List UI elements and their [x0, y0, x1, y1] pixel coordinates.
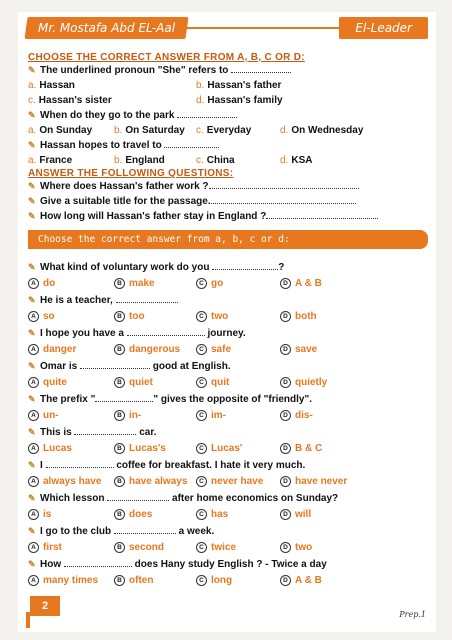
mcq-option: D save	[280, 342, 317, 359]
mcq-option: C go	[196, 276, 223, 293]
option-letter-circle: D	[280, 575, 291, 586]
pencil-icon: ✎	[28, 196, 36, 206]
mcq-option: B often	[114, 573, 153, 590]
question-3: ✎ Hassan hopes to travel to	[28, 138, 428, 153]
option-letter-circle: C	[196, 443, 207, 454]
mcq-option: A first	[28, 540, 62, 557]
options-row: a. Hassan b. Hassan's father	[28, 80, 282, 91]
mcq-option: D A & B	[280, 573, 322, 590]
option-letter-circle: C	[196, 476, 207, 487]
mcq-options	[28, 474, 428, 491]
mcq-option: B quiet	[114, 375, 153, 392]
option-letter-circle: A	[28, 311, 39, 322]
option-letter-circle: B	[114, 443, 125, 454]
mcq-options	[28, 540, 428, 557]
options-row: a. France b. England c. China d. KSA	[28, 155, 313, 166]
footer-rule	[26, 612, 30, 628]
pencil-icon: ✎	[28, 559, 36, 569]
mcq-options	[28, 342, 428, 359]
option-letter-circle: D	[280, 443, 291, 454]
mcq-options	[28, 507, 428, 524]
pencil-icon: ✎	[28, 328, 36, 338]
mcq-option: A Lucas	[28, 441, 72, 458]
pencil-icon: ✎	[28, 295, 36, 305]
option-letter-circle: A	[28, 278, 39, 289]
open-question: ✎ Give a suitable title for the passage.	[28, 194, 428, 209]
mcq-question: ✎ I hope you have a journey.	[28, 325, 428, 342]
pencil-icon: ✎	[28, 427, 36, 437]
mcq-options	[28, 573, 428, 590]
options-row: a. On Sunday b. On Saturday c. Everyday d. On Wednesday	[28, 125, 364, 136]
mcq-option: D will	[280, 507, 311, 524]
pencil-icon: ✎	[28, 394, 36, 404]
mcq-question: ✎ How does Hany study English ? - Twice a day	[28, 556, 428, 573]
mcq-question: ✎ He is a teacher,	[28, 292, 428, 309]
mcq-question: ✎ This is car.	[28, 424, 428, 441]
mcq-options	[28, 309, 428, 326]
mcq-option: C never have	[196, 474, 263, 491]
answer-blank	[64, 557, 132, 567]
option-letter-circle: D	[280, 278, 291, 289]
mcq-option: D B & C	[280, 441, 322, 458]
answer-blank	[116, 293, 178, 303]
option-letter-circle: B	[114, 476, 125, 487]
option-letter-circle: C	[196, 278, 207, 289]
page-number: 2	[30, 596, 60, 616]
mcq-option: C im-	[196, 408, 226, 425]
option-letter-circle: A	[28, 575, 39, 586]
open-question: ✎ Where does Hassan's father work ?	[28, 179, 428, 194]
option-letter-circle: C	[196, 575, 207, 586]
mcq-option: D dis-	[280, 408, 313, 425]
mcq-options	[28, 441, 428, 458]
question-2: ✎ When do they go to the park	[28, 108, 428, 123]
mcq-option: A do	[28, 276, 55, 293]
pencil-icon: ✎	[28, 262, 36, 272]
mcq-options	[28, 375, 428, 392]
option-letter-circle: D	[280, 476, 291, 487]
question-1: ✎ The underlined pronoun "She" refers to	[28, 63, 428, 78]
mcq-option: A un-	[28, 408, 59, 425]
option-letter-circle: D	[280, 509, 291, 520]
mcq-option: A so	[28, 309, 55, 326]
mcq-option: B too	[114, 309, 145, 326]
mcq-list	[28, 259, 428, 589]
mcq-option: D have never	[280, 474, 347, 491]
option-letter-circle: A	[28, 443, 39, 454]
option-letter-circle: A	[28, 509, 39, 520]
option-letter-circle: D	[280, 344, 291, 355]
mcq-question: ✎ Which lesson after home economics on Sunday?	[28, 490, 428, 507]
mcq-option: C has	[196, 507, 228, 524]
option-letter-circle: D	[280, 311, 291, 322]
pencil-icon: ✎	[28, 110, 36, 120]
content	[28, 52, 428, 589]
mcq-option: B dangerous	[114, 342, 180, 359]
option-letter-circle: B	[114, 377, 125, 388]
answer-blank	[114, 524, 176, 534]
option-letter-circle: A	[28, 344, 39, 355]
mcq-option: A many times	[28, 573, 98, 590]
answer-blank	[95, 392, 153, 402]
worksheet-page	[18, 12, 436, 632]
pencil-icon: ✎	[28, 361, 36, 371]
mcq-question: ✎ Omar is good at English.	[28, 358, 428, 375]
mcq-option: D A & B	[280, 276, 322, 293]
mcq-option: C long	[196, 573, 232, 590]
pencil-icon: ✎	[28, 526, 36, 536]
answer-blank	[212, 260, 278, 270]
option-letter-circle: B	[114, 542, 125, 553]
answer-blank	[127, 326, 205, 336]
option-letter-circle: A	[28, 410, 39, 421]
option-letter-circle: A	[28, 542, 39, 553]
mcq-option: C Lucas'	[196, 441, 242, 458]
mcq-options	[28, 408, 428, 425]
mcq-option: B in-	[114, 408, 141, 425]
option-letter-circle: C	[196, 344, 207, 355]
option-letter-circle: B	[114, 575, 125, 586]
option-letter-circle: D	[280, 542, 291, 553]
answer-blank	[80, 359, 150, 369]
answer-blank	[107, 491, 169, 501]
mcq-options	[28, 276, 428, 293]
mcq-option: D both	[280, 309, 317, 326]
mcq-option: A is	[28, 507, 51, 524]
mcq-option: A quite	[28, 375, 67, 392]
option-letter-circle: B	[114, 509, 125, 520]
prep-label: Prep.1	[399, 610, 426, 619]
pencil-icon: ✎	[28, 460, 36, 470]
mcq-question: ✎ What kind of voluntary work do you ?	[28, 259, 428, 276]
mcq-question: ✎ The prefix " " gives the opposite of "friendly".	[28, 391, 428, 408]
option-letter-circle: C	[196, 509, 207, 520]
section-title-answer: ANSWER THE FOLLOWING QUESTIONS:	[28, 168, 234, 179]
option-letter-circle: B	[114, 311, 125, 322]
mcq-option: C quit	[196, 375, 229, 392]
options-row: c. Hassan's sister d. Hassan's family	[28, 95, 283, 106]
mcq-option: D quietly	[280, 375, 327, 392]
option-letter-circle: D	[280, 410, 291, 421]
author-label: Mr. Mostafa Abd EL-Aal	[24, 17, 188, 39]
option-letter-circle: B	[114, 278, 125, 289]
pencil-icon: ✎	[28, 65, 36, 75]
mcq-option: B does	[114, 507, 152, 524]
mcq-option: C two	[196, 309, 228, 326]
pencil-icon: ✎	[28, 140, 36, 150]
brand-label: El-Leader	[339, 17, 428, 39]
section-title-choose: CHOOSE THE CORRECT ANSWER FROM A, B, C OR D:	[28, 52, 305, 63]
mcq-option: B second	[114, 540, 164, 557]
mcq-option: A danger	[28, 342, 76, 359]
mcq-option: B have always	[114, 474, 187, 491]
option-letter-circle: C	[196, 311, 207, 322]
pencil-icon: ✎	[28, 493, 36, 503]
mcq-option: A always have	[28, 474, 101, 491]
mcq-option: B Lucas's	[114, 441, 166, 458]
mcq-question: ✎ I go to the club a week.	[28, 523, 428, 540]
option-letter-circle: B	[114, 410, 125, 421]
option-letter-circle: D	[280, 377, 291, 388]
open-question: ✎ How long will Hassan's father stay in England ?	[28, 209, 428, 224]
mcq-question: ✎ I coffee for breakfast. I hate it very much.	[28, 457, 428, 474]
mcq-option: C safe	[196, 342, 231, 359]
mcq-option: D two	[280, 540, 312, 557]
mcq-option: C twice	[196, 540, 236, 557]
instruction-banner: Choose the correct answer from a, b, c or d:	[28, 230, 428, 249]
option-letter-circle: B	[114, 344, 125, 355]
answer-blank	[46, 458, 114, 468]
answer-blank	[74, 425, 136, 435]
option-letter-circle: C	[196, 542, 207, 553]
mcq-option: B make	[114, 276, 155, 293]
option-letter-circle: A	[28, 476, 39, 487]
option-letter-circle: A	[28, 377, 39, 388]
pencil-icon: ✎	[28, 181, 36, 191]
option-letter-circle: C	[196, 377, 207, 388]
pencil-icon: ✎	[28, 211, 36, 221]
option-letter-circle: C	[196, 410, 207, 421]
